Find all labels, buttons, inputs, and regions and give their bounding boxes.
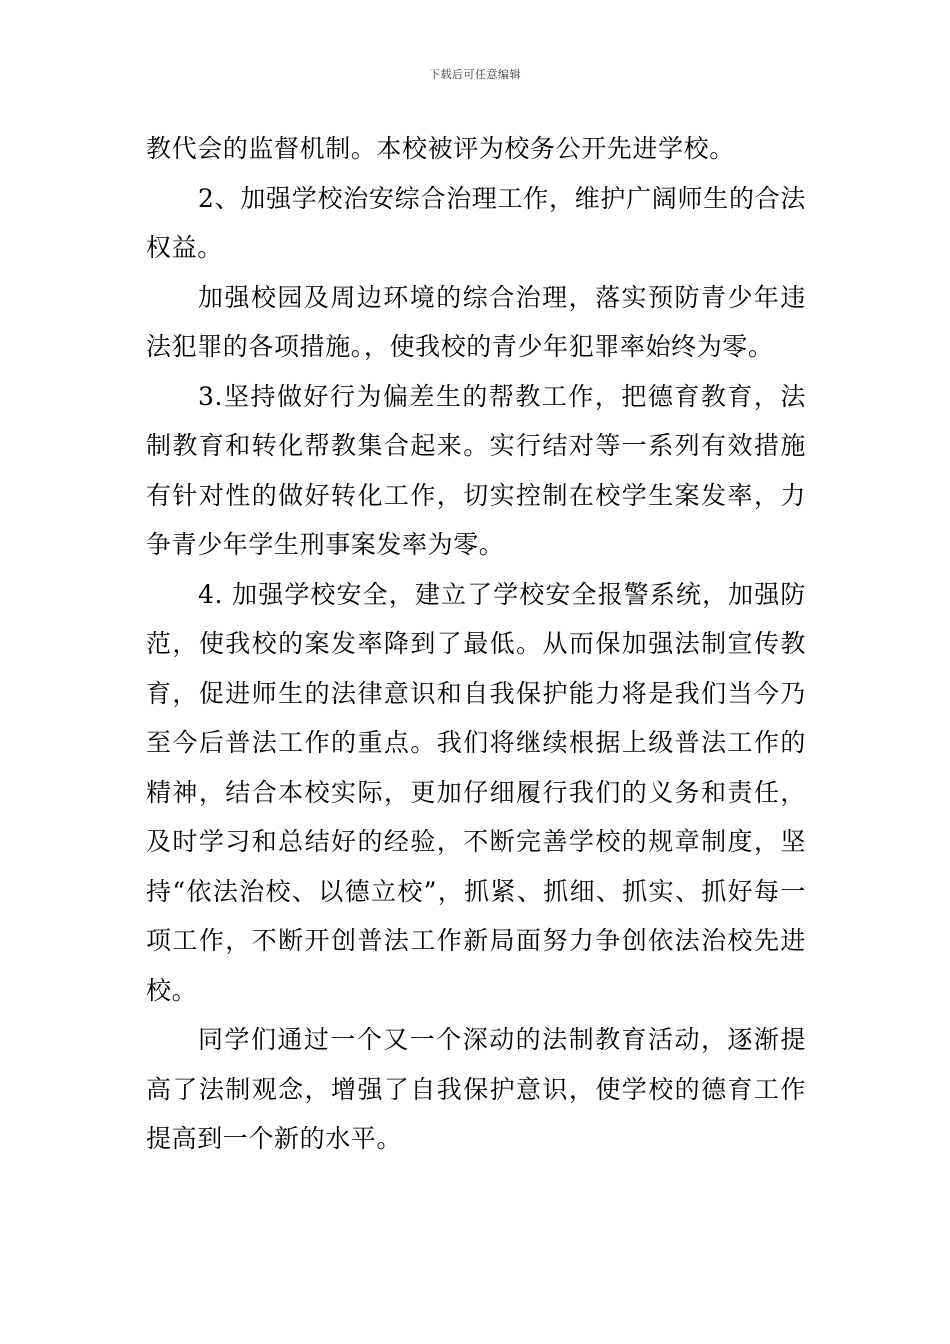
paragraph-continuation: 教代会的监督机制。本校被评为校务公开先进学校。 [146, 134, 735, 163]
paragraph-campus-safety: 加强校园及周边环境的综合治理，落实预防青少年违法犯罪的各项措施。，使我校的青少年犯罪率始终为零。 [146, 282, 806, 361]
paragraph-item-2: 2、加强学校治安综合治理工作，维护广阔师生的合法权益。 [146, 183, 806, 262]
paragraph-item-3: 3.坚持做好行为偏差生的帮教工作，把德育教育，法制教育和转化帮教集合起来。实行结对等一系列有效措施有针对性的做好转化工作，切实控制在校学生案发率，力争青少年学生刑事案发率为零。 [146, 381, 806, 559]
page-header: 下载后可任意编辑 [429, 68, 521, 81]
document-body [146, 124, 806, 1164]
paragraph-conclusion: 同学们通过一个又一个深动的法制教育活动，逐渐提高了法制观念，增强了自我保护意识，使学校的德育工作提高到一个新的水平。 [146, 1025, 806, 1153]
paragraph-item-4: 4. 加强学校安全，建立了学校安全报警系统，加强防范，使我校的案发率降到了最低。从而保加强法制宣传教育，促进师生的法律意识和自我保护能力将是我们当今乃至今后普法工作的重点。我们将继续根据上级普法工作的精神，结合本校实际，更加仔细履行我们的义务和责任，及时学习和总结好的经验，不断完善学校的规章制度，坚持“依法治校、以德立校”，抓紧、抓细、抓实、抓好每一项工作，不断开创普法工作新局面努力争创依法治校先进校。 [146, 579, 806, 1005]
